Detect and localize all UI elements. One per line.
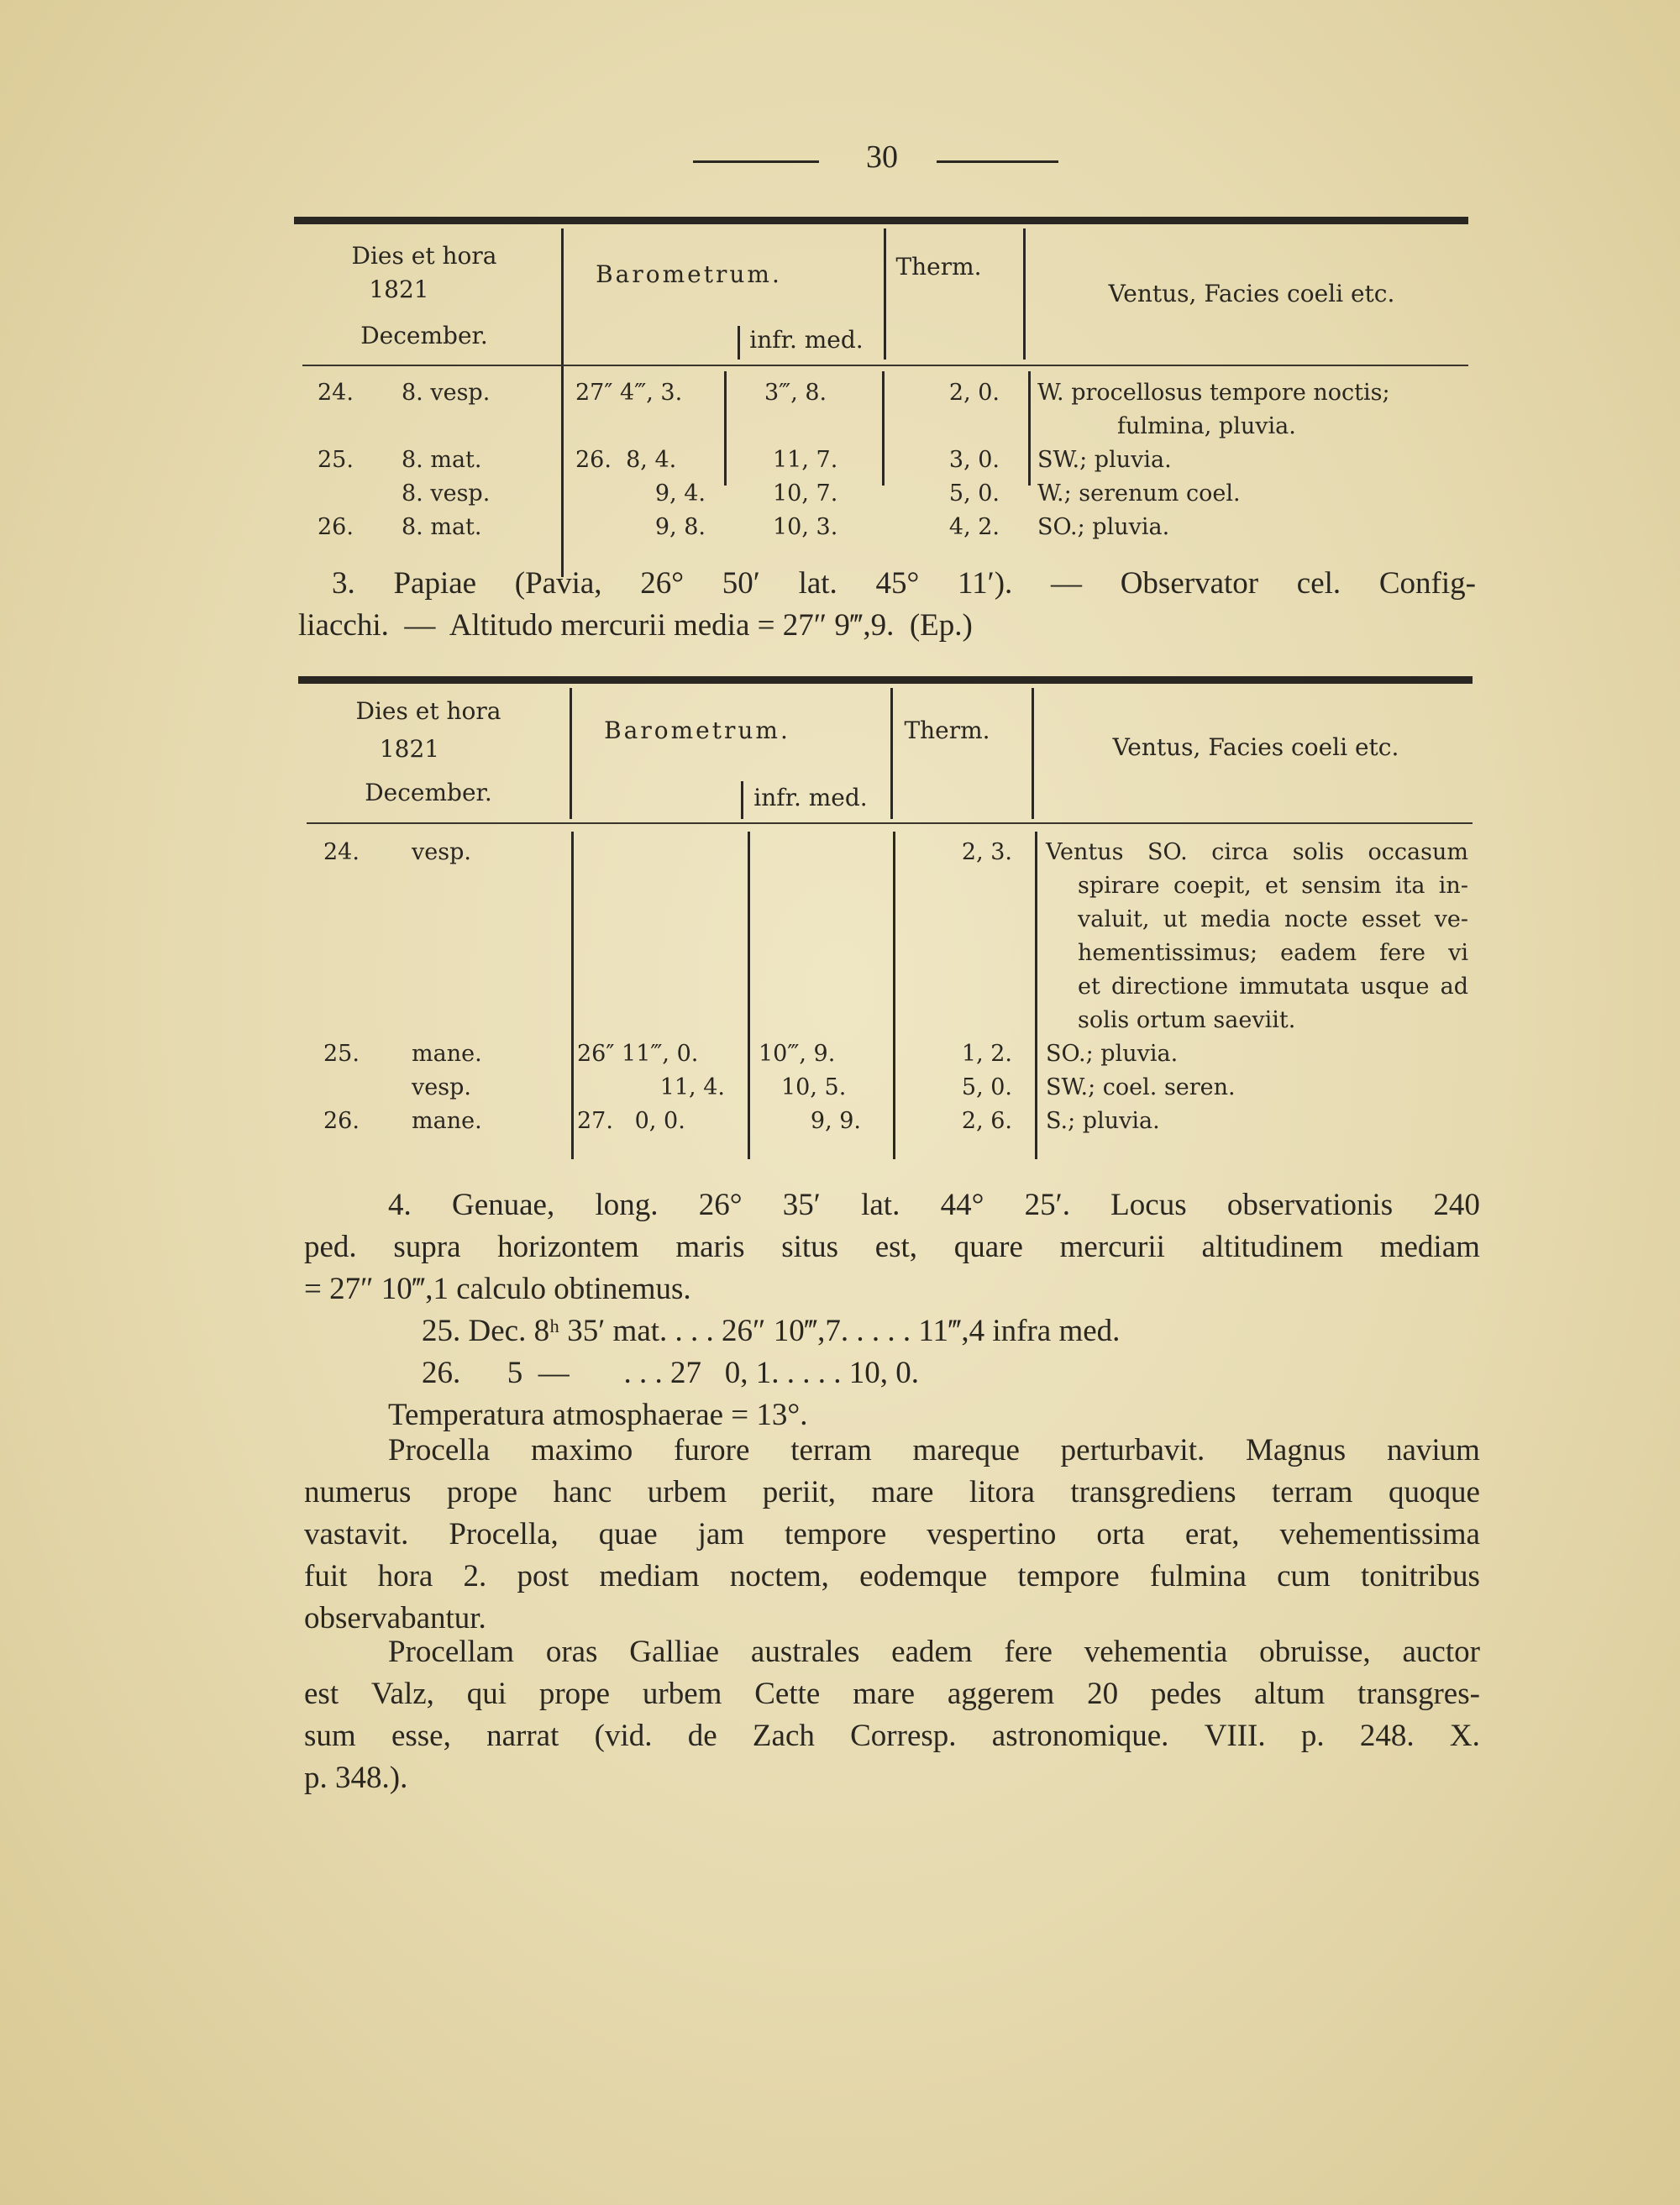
table-row-ventus: SO.; pluvia. [1037,514,1170,540]
table-row-day: 26. [318,514,354,540]
para5-last-line: observabantur. [304,1601,486,1635]
col-divider [882,371,885,486]
table-row-infr: 10‴, 9. [759,1041,836,1067]
col-divider [741,781,743,819]
para4-line2: ped. supra horizontem maris situs est, quare mercurii altitudinem mediam [304,1230,1480,1264]
table-row-baro: 27″ 4‴, 3. [575,380,683,406]
para4-line1: 4. Genuae, long. 26° 35′ lat. 44° 25′. Locus observationis 240 [388,1188,1480,1222]
table-row-therm: 2, 3. [961,839,1012,865]
col-divider [1028,371,1031,486]
col-divider [561,228,564,577]
table-row-hora: 8. mat. [402,514,482,540]
table-row-therm: 1, 2. [961,1041,1012,1067]
page-number: 30 [866,139,898,175]
header-month: December. [360,322,488,349]
header-infr-med: infr. med. [749,326,864,354]
header-ventus: Ventus, Facies coeli etc. [1108,280,1395,307]
table-row-infr: 10, 3. [773,514,838,540]
table-row-ventus: W. procellosus tempore noctis; [1037,380,1390,406]
para5-line: numerus prope hanc urbem periit, mare litora transgrediens terram quoque [304,1475,1480,1509]
col-divider [1032,688,1034,819]
table-row-hora: mane. [412,1108,482,1134]
header-barometrum: Barometrum. [596,260,782,288]
table-row-day: 25. [323,1041,360,1067]
col-divider [571,832,574,1159]
table-row-baro: 9, 8. [654,514,706,540]
table-row-ventus: S.; pluvia. [1046,1108,1160,1134]
table-row-hora: mane. [412,1041,482,1067]
header-bottom-rule [307,822,1473,824]
table-row-hora: vesp. [412,839,471,865]
table-row-therm: 2, 6. [961,1108,1012,1134]
table-row-hora: 8. vesp. [402,380,491,406]
col-divider [724,371,727,486]
col-divider [570,688,572,819]
table-1 [294,217,1468,544]
col-divider [1023,228,1026,360]
header-month: December. [365,779,492,806]
table-row-day: 25. [318,447,354,473]
header-therm: Therm. [904,717,990,744]
header-year: 1821 [369,276,429,303]
table-row-infr: 11, 7. [773,447,838,473]
table-row-infr: 10, 7. [773,480,838,507]
table-row-baro: 27. 0, 0. [577,1108,685,1134]
table-row-baro: 26″ 11‴, 0. [577,1041,699,1067]
table-row-ventus: SW.; pluvia. [1037,447,1172,473]
table-row-day: 24. [323,839,360,865]
col-divider [890,688,893,819]
table-row-infr: 9, 9. [810,1108,861,1134]
table-row-hora: 8. mat. [402,447,482,473]
table-row-baro: 9, 4. [654,480,706,507]
header-year: 1821 [379,735,440,763]
ventus-multiline: Ventus SO. circa solis occasum spirare coepit, et sensim ita in- valuit, ut media nocte esset ve- hementissimus; eadem fere vi et directione immutata usque ad solis ortum saeviit. [1046,839,1468,1033]
table-row-baro: 11, 4. [659,1074,725,1100]
header-dies: Dies et hora [355,697,501,725]
col-divider [893,832,895,1159]
table-top-rule [294,217,1468,224]
col-divider [748,832,750,1159]
paragraph-procella [304,1430,1480,1640]
para3-line1: 3. Papiae (Pavia, 26° 50′ lat. 45° 11′). — Observator cel. Config- [332,566,1476,601]
table-row-ventus-cont: fulmina, pluvia. [1117,413,1296,439]
para5-line: Procella maximo furore terram mareque perturbavit. Magnus navium [388,1433,1480,1467]
table-row-ventus: SO.; pluvia. [1046,1041,1179,1067]
para6-line: est Valz, qui prope urbem Cette mare aggerem 20 pedes altum transgres- [304,1677,1480,1711]
table-row-baro: 26. 8, 4. [575,447,677,473]
header-rule-right [937,160,1058,163]
table-row-therm: 4, 2. [948,514,1000,540]
para5-line: vastavit. Procella, quae jam tempore vespertino orta erat, vehementissima [304,1517,1480,1551]
table-row-day: 26. [323,1108,360,1134]
table-row-day: 24. [318,380,354,406]
para4-line3: = 27″ 10‴,1 calculo obtinemus. [304,1272,691,1306]
temperatura: Temperatura atmosphaerae = 13°. [388,1398,808,1432]
header-therm: Therm. [895,253,982,281]
header-bottom-rule [302,365,1468,366]
header-dies: Dies et hora [351,242,497,270]
table-row-hora: 8. vesp. [402,480,491,507]
paragraph-procellam [304,1631,1480,1799]
table-row-ventus: SW.; coel. seren. [1046,1074,1236,1100]
table-row-therm: 2, 0. [948,380,1000,406]
col-divider [884,228,886,360]
table-top-rule [298,676,1473,684]
table-row-therm: 5, 0. [948,480,1000,507]
observation-1: 25. Dec. 8ʰ 35′ mat. . . . 26″ 10‴,7. . . . . 11‴,4 infra med. [422,1314,1121,1348]
table-row-ventus: W.; serenum coel. [1037,480,1241,507]
table-row-therm: 3, 0. [948,447,1000,473]
para3-line2: liacchi. — Altitudo mercurii media = 27″ 9‴,9. (Ep.) [298,608,973,643]
para6-line: sum esse, narrat (vid. de Zach Corresp. astronomique. VIII. p. 248. X. [304,1719,1480,1753]
para5-line: fuit hora 2. post mediam noctem, eodemque tempore fulmina cum tonitribus [304,1559,1480,1593]
table-row-therm: 5, 0. [961,1074,1012,1100]
header-barometrum: Barometrum. [604,717,790,744]
header-rule-left [693,160,819,163]
header-infr-med: infr. med. [753,784,868,811]
para6-last-line: p. 348.). [304,1761,408,1795]
table-row-hora: vesp. [412,1074,471,1100]
table-2 [298,676,1473,1163]
col-divider [738,326,740,360]
paragraph-genuae [304,1184,1480,1436]
paragraph-papiae [298,563,1476,647]
col-divider [1035,832,1037,1159]
para6-line: Procellam oras Galliae australes eadem fere vehementia obruisse, auctor [388,1635,1480,1669]
table-row-infr: 10, 5. [781,1074,847,1100]
table-row-infr: 3‴, 8. [764,380,827,406]
header-ventus: Ventus, Facies coeli etc. [1112,733,1399,761]
observation-2: 26. 5 — . . . 27 0, 1. . . . . 10, 0. [422,1356,919,1390]
